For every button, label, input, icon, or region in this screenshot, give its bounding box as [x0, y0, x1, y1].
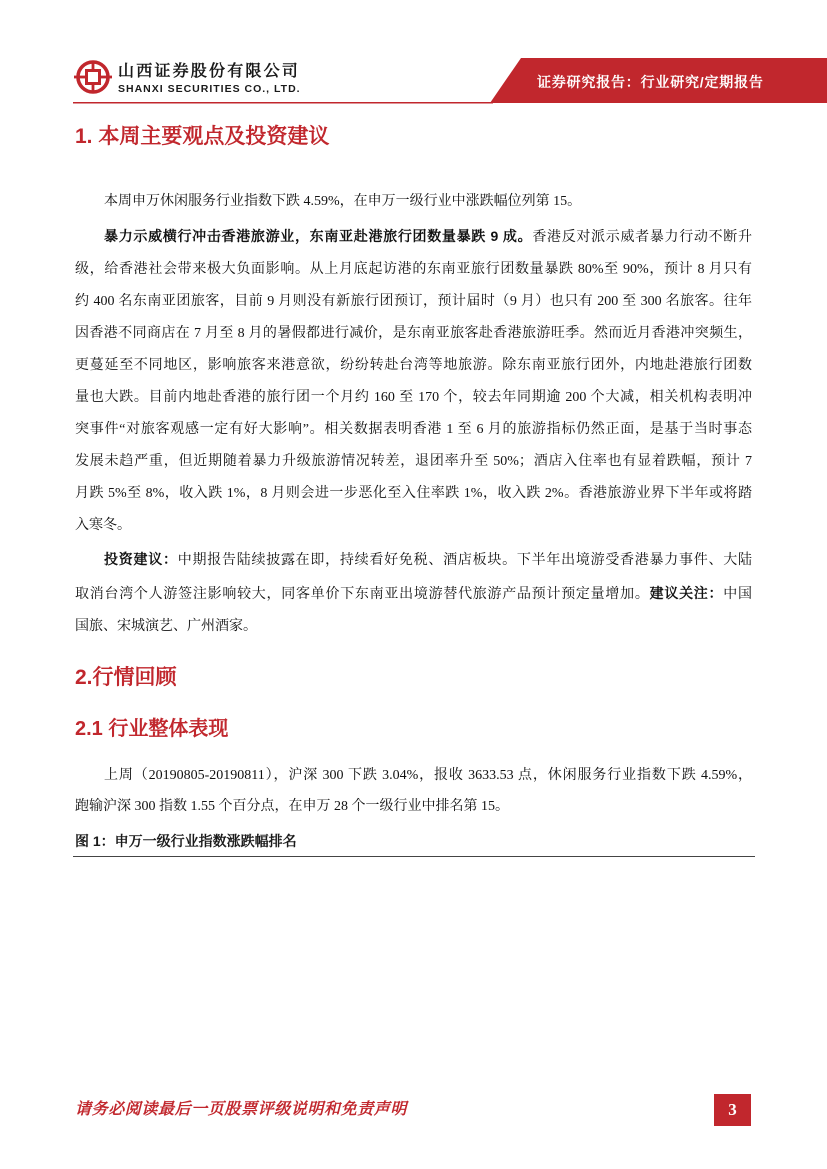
- text-line: [75, 543, 752, 577]
- page-number: 3: [714, 1094, 751, 1126]
- body-text: 取消台湾个人游签注影响较大，同客单价下东南亚出境游替代旅游产品预计预定量增加。: [75, 587, 650, 602]
- body-text: 约 400 名东南亚团旅客，目前 9 月则没有新旅行团预订，预计届时（9 月）也只有 200 至 300 名旅客。往年: [75, 294, 752, 309]
- body-text: 跑输沪深 300 指数 1.55 个百分点，在申万 28 个一级行业中排名第 15。: [75, 799, 509, 814]
- text-line: [75, 760, 752, 791]
- paragraph-market-review: [75, 760, 752, 822]
- text-line: [75, 791, 752, 822]
- figure-caption: 图 1：申万一级行业指数涨跌幅排名: [75, 833, 297, 849]
- report-type-label: 证券研究报告：行业研究/定期报告: [537, 74, 764, 90]
- text-line: [75, 611, 752, 643]
- body-text: 更蔓延至不同地区，影响旅客来港意欲，纷纷转赴台湾等地旅游。除东南亚旅行团外，内地赴港旅行团数: [75, 358, 752, 373]
- text-line: [75, 220, 752, 254]
- body-text: 本周申万休闲服务行业指数下跌 4.59%，在申万一级行业中涨跌幅位列第 15。: [104, 194, 582, 209]
- body-text: 突事件“对旅客观感一定有好大影响”。相关数据表明香港 1 至 6 月的旅游指标仍然正面，是基于当时事态: [75, 422, 752, 437]
- company-name-cn: 山西证券股份有限公司: [118, 63, 301, 80]
- text-line: [75, 446, 752, 478]
- paragraph-investment-advice: [75, 543, 752, 643]
- text-line: [75, 318, 752, 350]
- body-text: 量也大跌。目前内地赴香港的旅行团一个月约 160 至 170 个，较去年同期逾 200 个大减，相关机构表明冲: [75, 390, 752, 405]
- disclaimer-notice: 请务必阅读最后一页股票评级说明和免责声明: [75, 1101, 408, 1118]
- emphasis-text: 投资建议：: [104, 551, 178, 567]
- text-line: [75, 254, 752, 286]
- header-rule: [73, 102, 493, 104]
- body-text: 发展未趋严重，但近期随着暴力升级旅游情况转差，退团率升至 50%；酒店入住率也有显着跌幅，预计 7: [75, 454, 752, 469]
- text-line: [75, 382, 752, 414]
- company-logo: [73, 57, 113, 97]
- text-line: [75, 577, 752, 611]
- emphasis-text: 暴力示威横行冲击香港旅游业，东南亚赴港旅行团数量暴跌 9 成。: [104, 228, 533, 244]
- text-line: [75, 478, 752, 510]
- text-line: [75, 286, 752, 318]
- paragraph-weekly-index: [75, 186, 752, 218]
- body-text: 月跌 5%至 8%，收入跌 1%，8 月则会进一步恶化至入住率跌 1%，收入跌 2%。香港旅游业界下半年或将踏: [75, 486, 752, 501]
- subsection-heading: 2.1 行业整体表现: [75, 718, 229, 740]
- text-line: [75, 350, 752, 382]
- paragraph-hong-kong-tourism: [75, 220, 752, 542]
- body-text: 中期报告陆续披露在即，持续看好免税、酒店板块。下半年出境游受香港暴力事件、大陆: [177, 553, 753, 568]
- body-text: 国旅、宋城演艺、广州酒家。: [75, 619, 257, 634]
- section-heading: 2.行情回顾: [75, 666, 177, 689]
- body-text: 级，给香港社会带来极大负面影响。从上月底起访港的东南亚旅行团数量暴跌 80%至 90%，预计 8 月只有: [75, 262, 752, 277]
- body-text: 香港反对派示威者暴力行动不断升: [532, 230, 752, 245]
- company-name-en: SHANXI SECURITIES CO., LTD.: [118, 83, 301, 95]
- body-text: 中国: [723, 587, 753, 602]
- body-text: 因香港不同商店在 7 月至 8 月的暑假都进行减价，是东南亚旅客赴香港旅游旺季。然而近月香港冲突频生，: [75, 326, 752, 341]
- text-line: [75, 414, 752, 446]
- emphasis-text: 建议关注：: [649, 585, 724, 601]
- caption-rule: [73, 856, 755, 857]
- text-line: [75, 510, 752, 542]
- body-text: 入寒冬。: [75, 518, 131, 533]
- text-line: [75, 186, 752, 218]
- body-text: 上周（20190805-20190811），沪深 300 下跌 3.04%，报收 3633.53 点，休闲服务行业指数下跌 4.59%，: [104, 768, 752, 783]
- section-heading: 1. 本周主要观点及投资建议: [75, 125, 330, 148]
